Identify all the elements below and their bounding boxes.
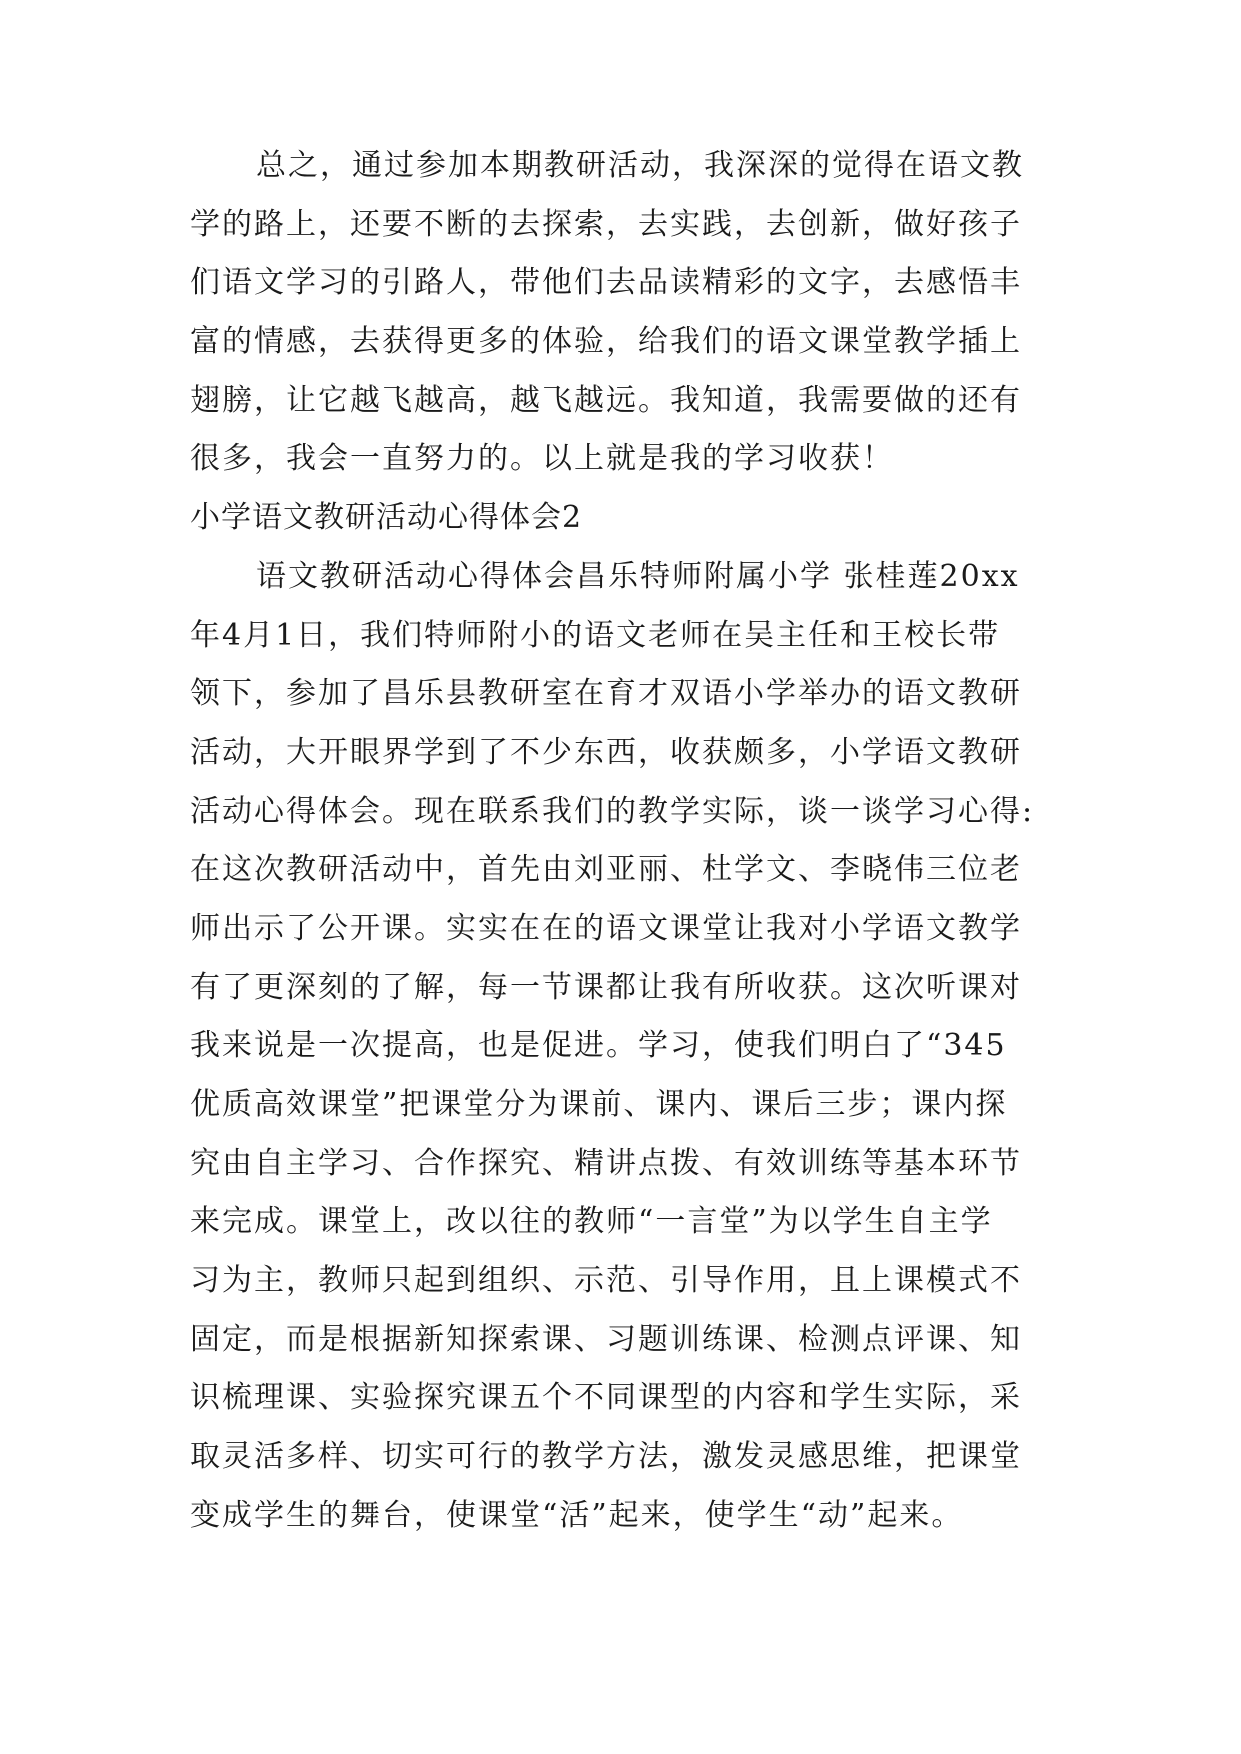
text-line: 固定，而是根据新知探索课、习题训练课、检测点评课、知 <box>190 1321 1022 1357</box>
text-line: 我来说是一次提高，也是促进。学习，使我们明白了“345 <box>190 1028 1007 1064</box>
text-line: 学的路上，还要不断的去探索，去实践，去创新，做好孩子 <box>190 206 1022 242</box>
section-title: 小学语文教研活动心得体会2 <box>190 500 583 536</box>
text-line: 年4月1日，我们特师附小的语文老师在吴主任和王校长带 <box>190 617 1001 653</box>
text-line: 取灵活多样、切实可行的教学方法，激发灵感思维，把课堂 <box>190 1439 1022 1475</box>
text-line: 活动心得体会。现在联系我们的教学实际，谈一谈学习心得: <box>190 793 1035 829</box>
text-line: 在这次教研活动中，首先由刘亚丽、杜学文、李晓伟三位老 <box>190 852 1022 888</box>
text-line: 总之，通过参加本期教研活动，我深深的觉得在语文教 <box>256 148 1024 183</box>
paragraph-conclusion <box>190 137 1050 1546</box>
text-line: 活动，大开眼界学到了不少东西，收获颇多，小学语文教研 <box>190 734 1022 770</box>
text-line: 师出示了公开课。实实在在的语文课堂让我对小学语文教学 <box>190 910 1022 946</box>
text-line: 语文教研活动心得体会昌乐特师附属小学 张桂莲20xx <box>256 558 1020 594</box>
text-line: 领下，参加了昌乐县教研室在育才双语小学举办的语文教研 <box>190 676 1022 712</box>
text-line: 富的情感，去获得更多的体验，给我们的语文课堂教学插上 <box>190 324 1022 360</box>
text-line: 究由自主学习、合作探究、精讲点拨、有效训练等基本环节 <box>190 1145 1022 1181</box>
text-line: 很多，我会一直努力的。以上就是我的学习收获！ <box>190 441 894 477</box>
text-line: 变成学生的舞台，使课堂“活”起来，使学生“动”起来。 <box>190 1497 964 1533</box>
text-line: 习为主，教师只起到组织、示范、引导作用，且上课模式不 <box>190 1263 1022 1299</box>
text-line: 优质高效课堂”把课堂分为课前、课内、课后三步；课内探 <box>190 1087 1008 1122</box>
text-line: 识梳理课、实验探究课五个不同课型的内容和学生实际，采 <box>190 1380 1022 1416</box>
text-line: 有了更深刻的了解，每一节课都让我有所收获。这次听课对 <box>190 969 1022 1005</box>
text-line: 翅膀，让它越飞越高，越飞越远。我知道，我需要做的还有 <box>190 382 1022 418</box>
text-line: 们语文学习的引路人，带他们去品读精彩的文字，去感悟丰 <box>190 265 1022 301</box>
text-line: 来完成。课堂上，改以往的教师“一言堂”为以学生自主学 <box>190 1204 993 1240</box>
